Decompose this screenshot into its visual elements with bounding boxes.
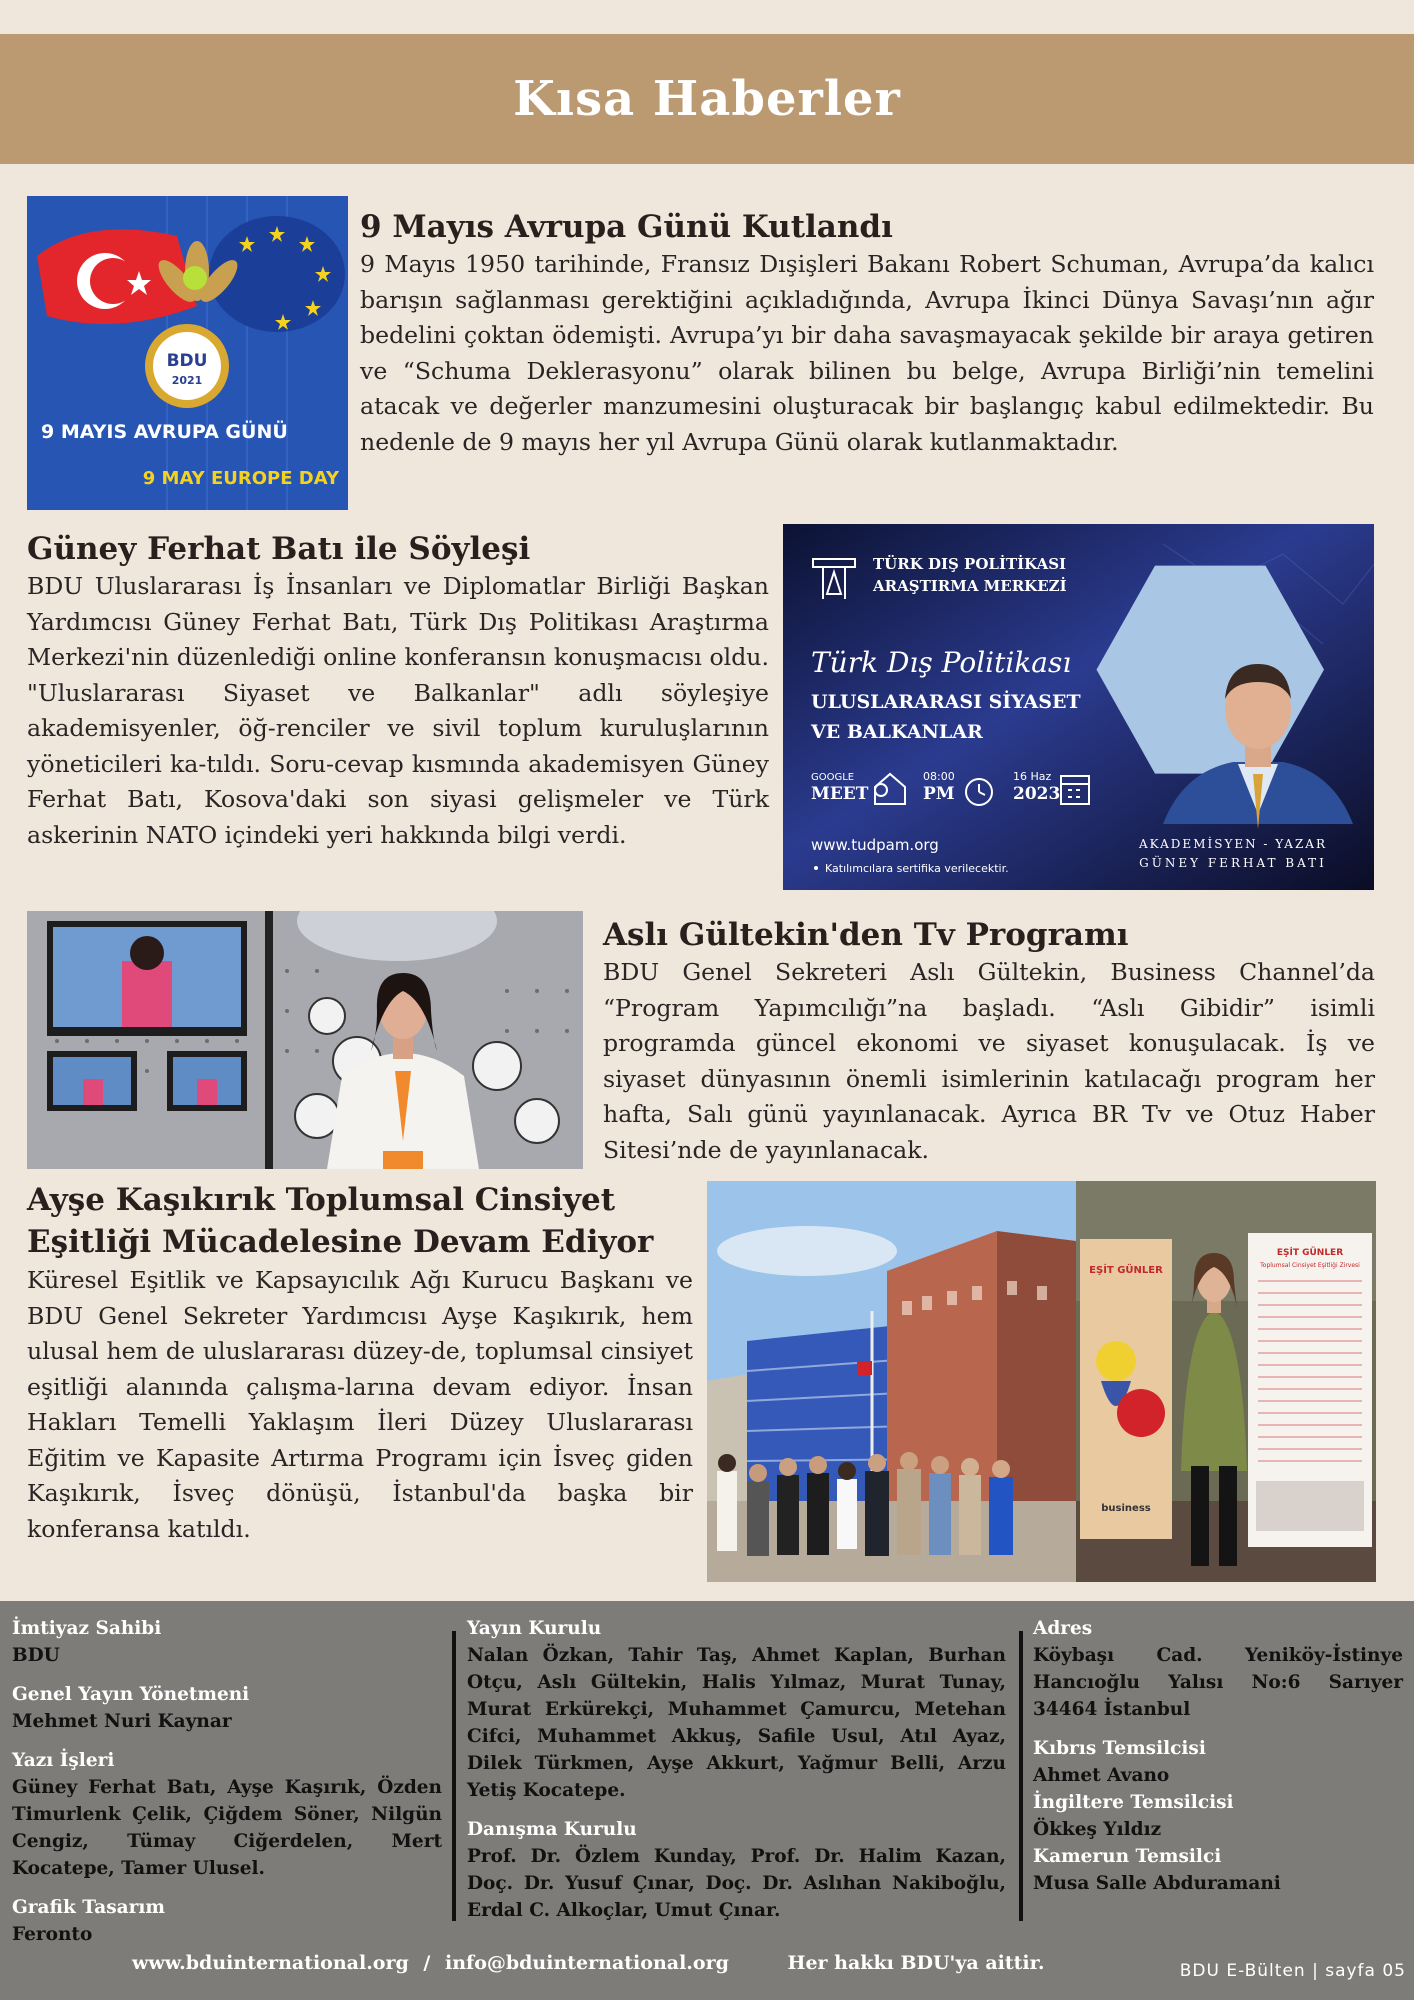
poster-date-small: 16 Haz (1013, 770, 1052, 783)
footer-label: Grafik Tasarım (12, 1897, 165, 1918)
footer-links (132, 1952, 1045, 1974)
footer-value: Feronto (12, 1924, 93, 1945)
footer-value: Güney Ferhat Batı, Ayşe Kaşırık, Özden Timurlenk Çelik, Çiğdem Söner, Nilgün Cengiz, Tümay Ciğerdelen, Mert Kocatepe, Tamer Ulusel. (12, 1777, 442, 1879)
badge-line2: 2021 (171, 374, 203, 387)
poster-meet-big: MEET (811, 784, 869, 804)
footer-value: BDU (12, 1645, 60, 1666)
article-title-line2: Eşitliği Mücadelesine Devam Ediyor (27, 1224, 654, 1260)
footer-label: Genel Yayın Yönetmeni (12, 1684, 250, 1705)
footer-label: Kıbrıs Temsilcisi (1033, 1738, 1206, 1759)
poster-note: Katılımcılara sertifika verilecektir. (825, 862, 1009, 875)
poster-headline-line1: ULUSLARARASI SİYASET (811, 691, 1081, 713)
footer-divider (452, 1631, 456, 1921)
footer-label: Yayın Kurulu (467, 1618, 602, 1639)
footer-label: İmtiyaz Sahibi (12, 1618, 162, 1639)
footer-label: İngiltere Temsilcisi (1033, 1792, 1234, 1813)
banner-subtitle: Toplumsal Cinsiyet Eşitliği Zirvesi (1260, 1262, 1360, 1269)
poster-role: AKADEMİSYEN - YAZAR (1139, 837, 1327, 851)
footer-label: Kamerun Temsilci (1033, 1846, 1222, 1867)
footer-value: Nalan Özkan, Tahir Taş, Ahmet Kaplan, Burhan Otçu, Aslı Gültekin, Halis Yılmaz, Murat Tunay, Murat Erkürekçi, Muhammet Çamurcu, Metehan Cifci, Muhammet Akkuş, Safile Usul, Atıl Ayaz, Dilek Türkmen, Ayşe Akkurt, Yağmur Belli, Arzu Yetiş Kocatepe. (467, 1645, 1006, 1801)
article-title: 9 Mayıs Avrupa Günü Kutlandı (360, 209, 893, 245)
page-number: BDU E-Bülten | sayfa 05 (1179, 1961, 1406, 1981)
article-interview (27, 529, 769, 853)
badge-line1: BDU (166, 351, 208, 371)
link-separator: / (423, 1952, 431, 1974)
banner-title-right: EŞİT GÜNLER (1276, 1248, 1344, 1258)
article-body: Küresel Eşitlik ve Kapsayıcılık Ağı Kurucu Başkanı ve BDU Genel Sekreter Yardımcısı Ayşe Kaşıkırık, hem ulusal hem de uluslararası düzey-de, toplumsal cinsiyet eşitliği alanında çalışma-larına devam ediyor. İnsan Hakları Temelli Yaklaşım İleri Düzey Uluslararası Eğitim ve Kapasite Artırma Programı için İsveç giden Kaşıkırık, İsveç dönüşü, İstanbul'da başka bir konferansa katıldı. (27, 1266, 693, 1543)
article-title: Güney Ferhat Batı ile Söyleşi (27, 531, 531, 567)
poster-meet-small: GOOGLE (811, 772, 855, 783)
image-caption-en: 9 MAY EUROPE DAY (142, 468, 339, 489)
copyright-text: Her hakkı BDU'ya aittir. (787, 1952, 1045, 1974)
banner-title-left: EŞİT GÜNLER (1089, 1265, 1163, 1276)
tv-studio-photo (27, 911, 583, 1169)
footer-value: Ahmet Avano (1033, 1765, 1170, 1786)
top-margin (0, 0, 1414, 34)
conference-photo (1076, 1181, 1376, 1582)
article-europe-day (360, 207, 1374, 460)
poster-org-line2: ARAŞTIRMA MERKEZİ (873, 577, 1067, 595)
sweden-group-photo (707, 1181, 1076, 1582)
footer-label: Adres (1033, 1618, 1093, 1639)
article-title: Aslı Gültekin'den Tv Programı (603, 917, 1129, 953)
website-link[interactable]: www.bduinternational.org (132, 1952, 409, 1974)
footer-value: Ökkeş Yıldız (1033, 1819, 1162, 1840)
page-title: Kısa Haberler (513, 71, 901, 127)
footer (0, 1601, 1414, 2000)
footer-address: Köybaşı Cad. Yeniköy-İstinye Hancıoğlu Yalısı No:6 Sarıyer 34464 İstanbul (1033, 1645, 1403, 1720)
interview-poster (783, 524, 1374, 890)
footer-value: Mehmet Nuri Kaynar (12, 1711, 232, 1732)
article-body: BDU Uluslararası İş İnsanları ve Diplomatlar Birliği Başkan Yardımcısı Güney Ferhat Batı, Türk Dış Politikası Araştırma Merkezi'nin düzenlediği online konferansın konuşmacısı oldu. "Uluslararası Siyaset ve Balkanlar" adlı söyleşiye akademisyenler, öğ-renciler ve sivil toplum kuruluşlarının yöneticileri ka-tıldı. Soru-cevap kısmında akademisyen Güney Ferhat Batı, Kosova'daki son siyasi gelişmeler ve Türk askerinin NATO içindeki yeri hakkında bilgi verdi. (27, 572, 769, 849)
poster-org-line1: TÜRK DIŞ POLİTİKASI (873, 555, 1067, 573)
article-body: 9 Mayıs 1950 tarihinde, Fransız Dışişleri Bakanı Robert Schuman, Avrupa’da kalıcı barışın sağlanması gerektiğini açıkladığında, Avrupa İkinci Dünya Savaşı’nın ağır bedelini çoktan ödemişti. Avrupa’yı bir daha savaşmayacak şekilde bir araya getiren ve “Schuma Deklerasyonu” olarak bilinen bu belge, Avrupa Birliği’nin temelini atacak ve değerler manzumesini oluşturacak bir başlangıç kabul edilmektedir. Bu nedenle de 9 mayıs her yıl Avrupa Günü olarak kutlanmaktadır. (360, 250, 1374, 456)
footer-label: Yazı İşleri (12, 1750, 115, 1771)
article-body: BDU Genel Sekreteri Aslı Gültekin, Business Channel’da “Program Yapımcılığı”na başladı. “Aslı Gibidir” isimli programda güncel ekonomi ve siyaset konuşulacak. İş ve siyaset dünyasının önemli isimlerinin katılacağı program her hafta, Salı günü yayınlanacak. Ayrıca BR Tv ve Otuz Haber Sitesi’nde de yayınlanacak. (603, 958, 1375, 1164)
footer-col-right (1033, 1615, 1403, 1897)
poster-website: www.tudpam.org (811, 836, 939, 854)
poster-headline-line2: VE BALKANLAR (811, 721, 983, 743)
europe-day-image (27, 196, 348, 510)
footer-value: Prof. Dr. Özlem Kunday, Prof. Dr. Halim Kazan, Doç. Dr. Yusuf Çınar, Doç. Dr. Aslıhan Nakiboğlu, Erdal C. Alkoçlar, Umut Çınar. (467, 1846, 1006, 1921)
poster-date-big: 2023 (1013, 784, 1061, 804)
image-caption-tr: 9 MAYIS AVRUPA GÜNÜ (41, 421, 288, 443)
poster-time-small: 08:00 (923, 770, 955, 783)
banner-brand: business (1101, 1503, 1151, 1514)
poster-time-big: PM (923, 784, 955, 804)
section-banner (0, 34, 1414, 164)
article-gender-equality (27, 1179, 693, 1547)
article-title-line1: Ayşe Kaşıkırık Toplumsal Cinsiyet (27, 1182, 616, 1218)
footer-col-left (12, 1615, 442, 1960)
footer-label: Danışma Kurulu (467, 1819, 637, 1840)
email-link[interactable]: info@bduinternational.org (444, 1952, 729, 1974)
footer-col-middle (467, 1615, 1006, 1936)
footer-value: Musa Salle Abduramani (1033, 1873, 1281, 1894)
footer-divider (1019, 1631, 1023, 1921)
poster-script: Türk Dış Politikası (811, 646, 1072, 679)
poster-name: GÜNEY FERHAT BATI (1139, 856, 1327, 870)
article-tv-program (603, 915, 1375, 1168)
